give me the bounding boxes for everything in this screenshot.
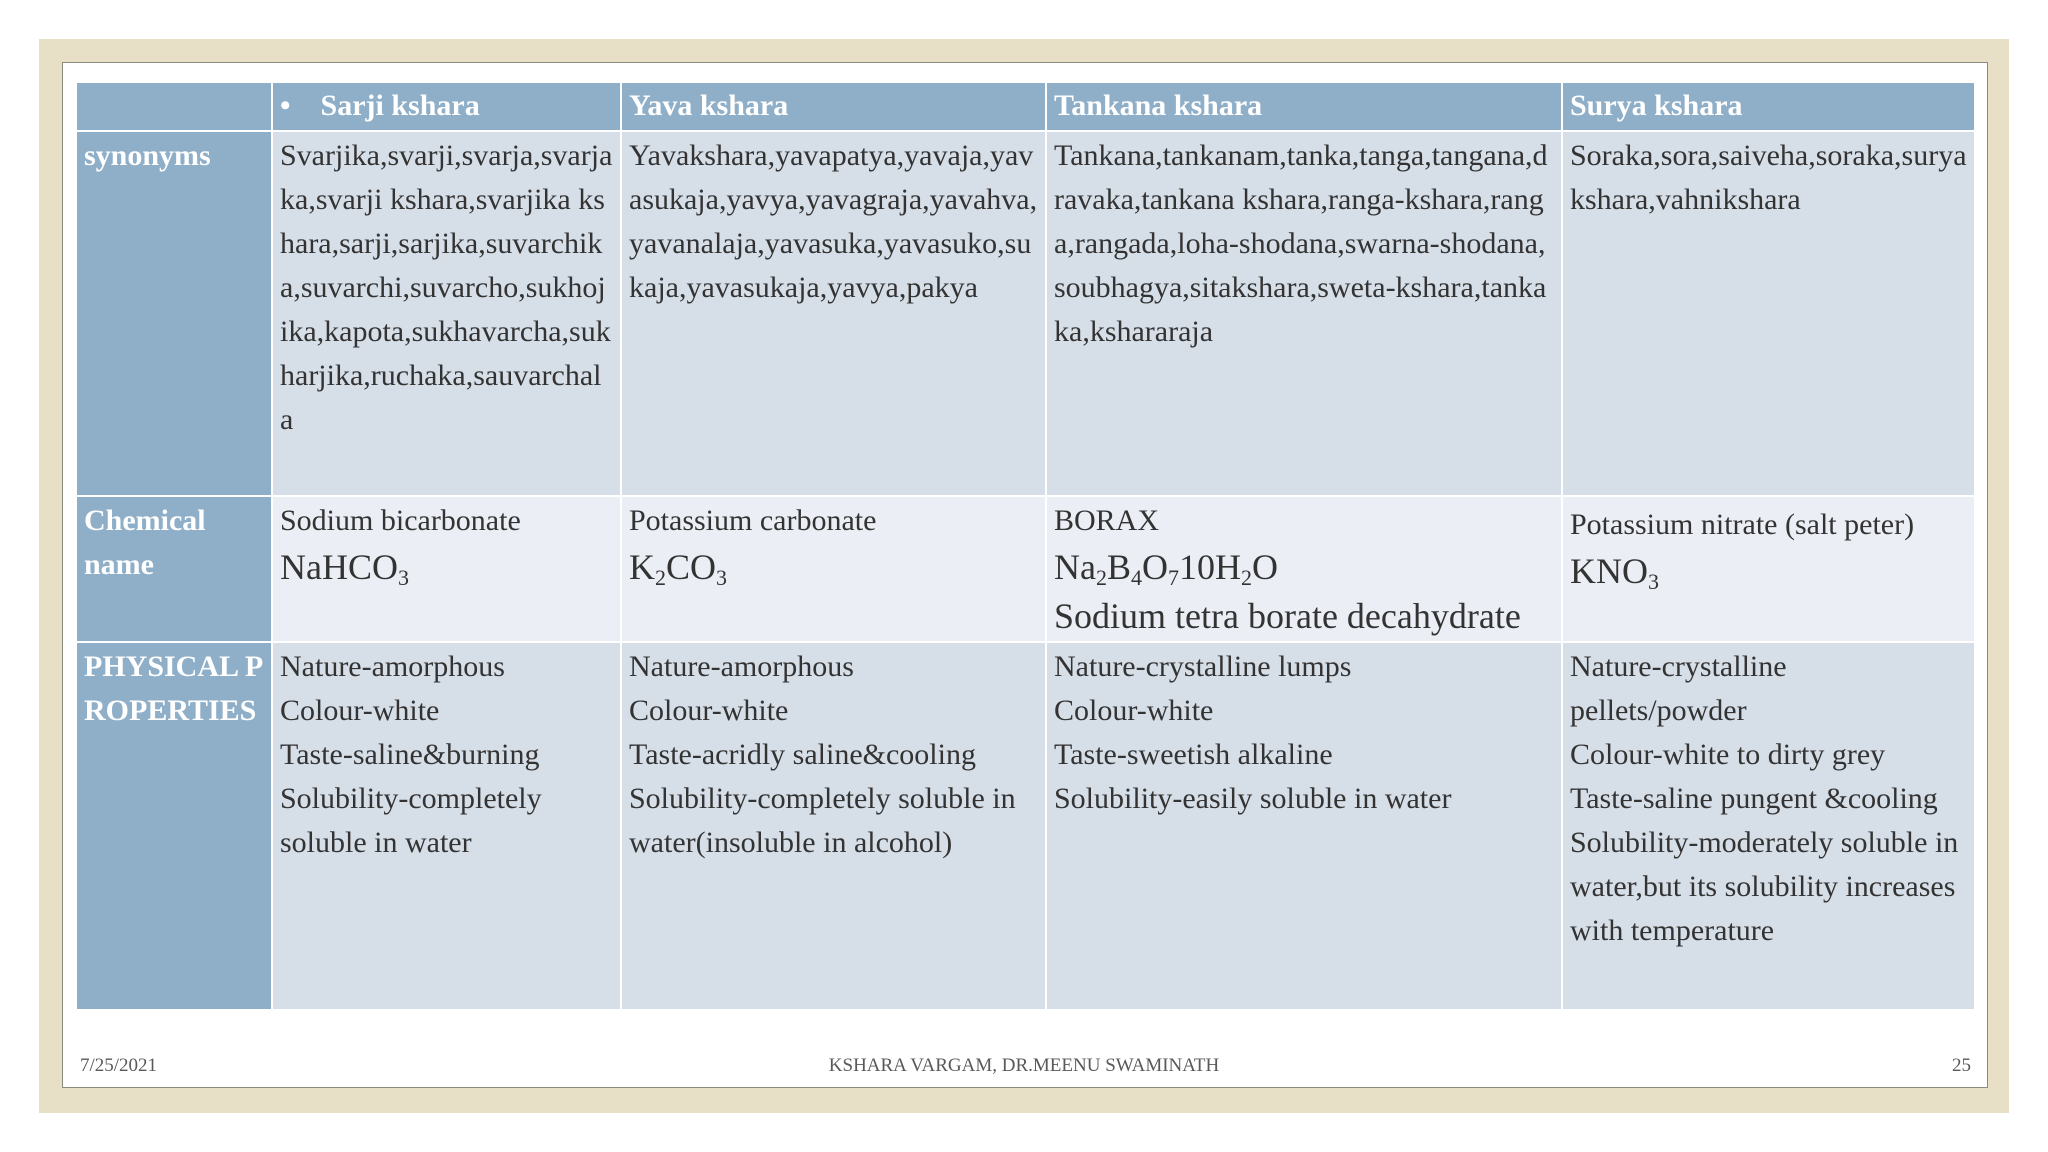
row-label-chemical-line2: name [84, 548, 154, 581]
prop-solubility: Solubility-moderately soluble in water,but its solubility increases with temperature [1570, 826, 1959, 947]
prop-solubility: Solubility-completely soluble in water(insoluble in alcohol) [629, 782, 1016, 859]
header-sarji-label: Sarji kshara [320, 89, 480, 122]
chemical-yava [621, 496, 1046, 642]
table-header-row [76, 82, 1975, 131]
synonyms-yava: Yavakshara,yavapatya,yavaja,yavasukaja,yavya,yavagraja,yavahva,yavanalaja,yavasuka,yavasuko,sukaja,yavasukaja,yavya,pakya [621, 131, 1046, 496]
kshara-comparison-table [75, 81, 1976, 1011]
footer-date: 7/25/2021 [80, 1055, 158, 1076]
row-label-physical-properties: PHYSICAL PROPERTIES [76, 642, 272, 1010]
chemical-sarji [272, 496, 621, 642]
prop-nature: Nature-amorphous [280, 650, 505, 683]
header-yava-kshara: Yava kshara [621, 82, 1046, 131]
header-blank [76, 82, 272, 131]
chemical-name-sarji: Sodium bicarbonate [280, 504, 521, 537]
header-tankana-kshara: Tankana kshara [1046, 82, 1562, 131]
physical-surya [1562, 642, 1975, 1010]
row-label-chemical-line1: Chemical [84, 504, 206, 537]
footer-page-number: 25 [1952, 1055, 1971, 1076]
chemical-name-surya: Potassium nitrate (salt peter) [1570, 508, 1915, 541]
synonyms-row [76, 131, 1975, 496]
prop-nature: Nature-crystalline pellets/powder [1570, 650, 1787, 727]
physical-yava [621, 642, 1046, 1010]
prop-solubility: Solubility-completely soluble in water [280, 782, 542, 859]
footer-title: KSHARA VARGAM, DR.MEENU SWAMINATH [828, 1055, 1220, 1076]
synonyms-sarji: Svarjika,svarji,svarja,svarjaka,svarji kshara,svarjika kshara,sarji,sarjika,suvarchika,suvarchi,suvarcho,sukhojika,kapota,sukhavarcha,sukharjika,ruchaka,sauvarchala [272, 131, 621, 496]
prop-nature: Nature-amorphous [629, 650, 854, 683]
prop-taste: Taste-acridly saline&cooling [629, 738, 976, 771]
prop-nature: Nature-crystalline lumps [1054, 650, 1352, 683]
prop-taste: Taste-sweetish alkaline [1054, 738, 1333, 771]
prop-colour: Colour-white [629, 694, 789, 727]
physical-sarji [272, 642, 621, 1010]
physical-tankana [1046, 642, 1562, 1010]
physical-properties-row [76, 642, 1975, 1010]
chemical-surya [1562, 496, 1975, 642]
chemical-name-row [76, 496, 1975, 642]
chemical-tankana [1046, 496, 1562, 642]
row-label-chemical-name [76, 496, 272, 642]
prop-taste: Taste-saline pungent &cooling [1570, 782, 1938, 815]
chemical-fullname-tankana: Sodium tetra borate decahydrate [1054, 596, 1521, 636]
synonyms-surya: Soraka,sora,saiveha,soraka,suryakshara,vahnikshara [1562, 131, 1975, 496]
row-label-synonyms: synonyms [76, 131, 272, 496]
header-sarji-kshara [272, 82, 621, 131]
prop-colour: Colour-white to dirty grey [1570, 738, 1886, 771]
formula-surya: $KNO_3$ [1570, 551, 1659, 594]
header-surya-kshara: Surya kshara [1562, 82, 1975, 131]
formula-tankana: $Na_2B_4O_710H_2O$ [1054, 547, 1278, 590]
formula-yava: $K_2CO_3$ [629, 547, 728, 590]
prop-colour: Colour-white [1054, 694, 1214, 727]
chemical-name-yava: Potassium carbonate [629, 504, 877, 537]
chemical-name-tankana: BORAX [1054, 504, 1160, 537]
synonyms-tankana: Tankana,tankanam,tanka,tanga,tangana,dravaka,tankana kshara,ranga-kshara,ranga,rangada,loha-shodana,swarna-shodana,soubhagya,sitakshara,sweta-kshara,tankaka,kshararaja [1046, 131, 1562, 496]
bullet-icon: • [280, 89, 291, 122]
prop-taste: Taste-saline&burning [280, 738, 540, 771]
prop-colour: Colour-white [280, 694, 440, 727]
prop-solubility: Solubility-easily soluble in water [1054, 782, 1452, 815]
formula-sarji: NaHCO$_3$ [280, 547, 409, 590]
